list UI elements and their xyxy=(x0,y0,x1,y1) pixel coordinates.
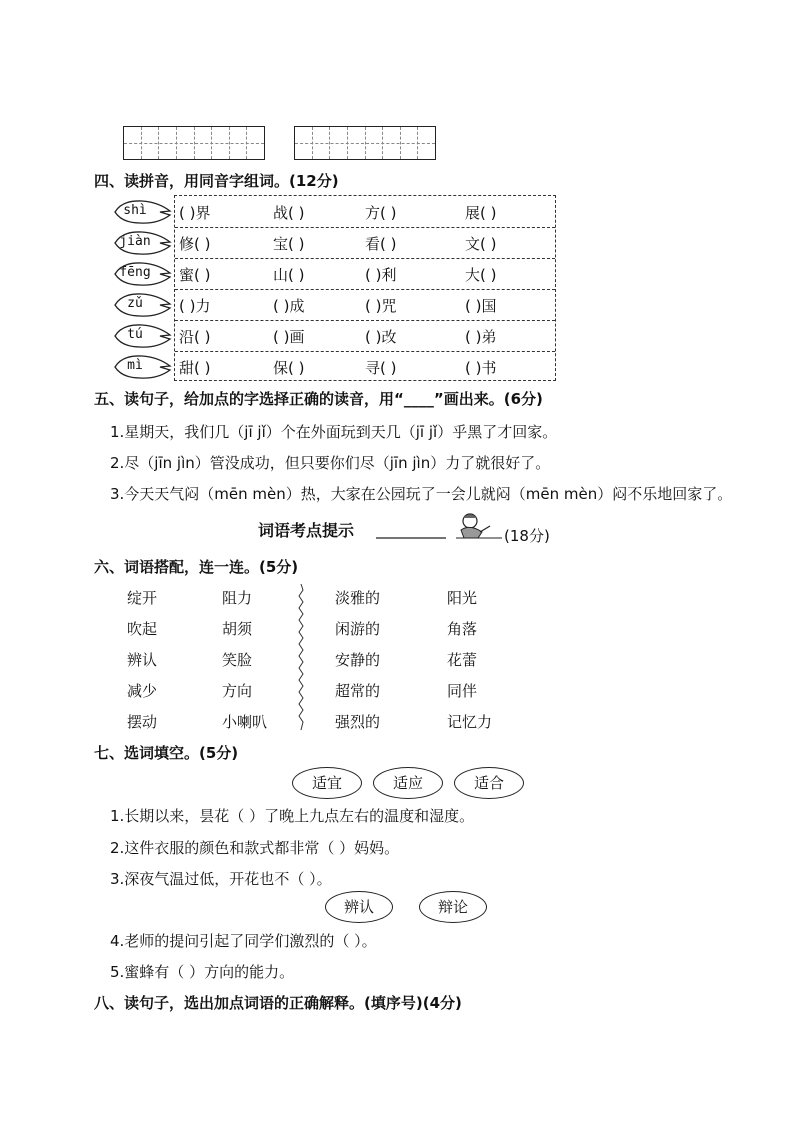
blank-cell[interactable]: ( )成 xyxy=(273,297,305,315)
word-choice-bubble: 辩论 xyxy=(419,891,487,923)
word-choice-bubble: 适合 xyxy=(454,767,524,799)
word-choice-bubble: 适应 xyxy=(373,767,443,799)
question-item: 2.这件衣服的颜色和款式都非常（ ）妈妈。 xyxy=(110,839,400,857)
question-item: 1.长期以来，昙花（ ）了晚上九点左右的温度和湿度。 xyxy=(110,807,475,825)
word-choice-bubble: 辨认 xyxy=(325,891,393,923)
section5-title: 五、读句子，给加点的字选择正确的读音，用“____”画出来。(6分) xyxy=(94,390,543,408)
pinyin-label: shì xyxy=(123,203,147,218)
pinyin-row xyxy=(175,227,555,259)
blank-cell[interactable]: 宝( ) xyxy=(273,235,305,253)
blank-cell[interactable]: 战( ) xyxy=(273,204,305,222)
match-word[interactable]: 吹起 xyxy=(127,620,158,638)
blank-cell[interactable]: ( )界 xyxy=(179,204,211,222)
blank-cell[interactable]: 山( ) xyxy=(273,266,305,284)
pinyin-label: tú xyxy=(127,327,143,342)
pinyin-row xyxy=(175,351,555,382)
blank-cell[interactable]: ( )书 xyxy=(465,359,497,377)
banner-score: (18分) xyxy=(504,527,550,545)
pinyin-label: jiàn xyxy=(119,234,151,249)
blank-cell[interactable]: 保( ) xyxy=(273,359,305,377)
blank-cell[interactable]: ( )国 xyxy=(465,297,497,315)
match-word[interactable]: 方向 xyxy=(222,682,253,700)
match-word[interactable]: 阳光 xyxy=(447,589,478,607)
match-word[interactable]: 胡须 xyxy=(222,620,253,638)
pinyin-row xyxy=(175,258,555,290)
blank-cell[interactable]: 修( ) xyxy=(179,235,211,253)
pinyin-label: zǔ xyxy=(127,296,143,311)
match-word[interactable]: 记忆力 xyxy=(447,713,493,731)
writing-grid-2 xyxy=(294,126,436,160)
question-item: 3.今天天气闷（mēn mèn）热，大家在公园玩了一会儿就闷（mēn mèn）闷不乐地回家了。 xyxy=(110,485,733,503)
pinyin-row xyxy=(175,289,555,321)
match-word[interactable]: 阻力 xyxy=(222,589,253,607)
blank-cell[interactable]: 沿( ) xyxy=(179,328,211,346)
writing-grid-1 xyxy=(123,126,265,160)
pinyin-row xyxy=(175,320,555,352)
question-item: 4.老师的提问引起了同学们激烈的（ ）。 xyxy=(110,932,377,950)
blank-cell[interactable]: 看( ) xyxy=(365,235,397,253)
blank-cell[interactable]: 大( ) xyxy=(465,266,497,284)
match-word[interactable]: 淡雅的 xyxy=(335,589,381,607)
match-word[interactable]: 减少 xyxy=(127,682,158,700)
section6-title: 六、词语搭配，连一连。(5分) xyxy=(94,558,299,576)
leaf-icon xyxy=(112,199,172,225)
leaf-icon xyxy=(112,261,172,287)
question-item: 1.星期天，我们几（jī jǐ）个在外面玩到天几（jī jǐ）乎黑了才回家。 xyxy=(110,423,558,441)
blank-cell[interactable]: 蜜( ) xyxy=(179,266,211,284)
match-word[interactable]: 同伴 xyxy=(447,682,478,700)
word-choice-bubble: 适宜 xyxy=(292,767,362,799)
blank-cell[interactable]: 寻( ) xyxy=(365,359,397,377)
blank-cell[interactable]: ( )利 xyxy=(365,266,397,284)
blank-cell[interactable]: 展( ) xyxy=(465,204,497,222)
blank-cell[interactable]: ( )改 xyxy=(365,328,397,346)
blank-cell[interactable]: ( )画 xyxy=(273,328,305,346)
question-item: 3.深夜气温过低，开花也不（ ）。 xyxy=(110,870,332,888)
blank-cell[interactable]: ( )咒 xyxy=(365,297,397,315)
match-word[interactable]: 超常的 xyxy=(335,682,381,700)
blank-cell[interactable]: 方( ) xyxy=(365,204,397,222)
section8-title: 八、读句子，选出加点词语的正确解释。(填序号)(4分) xyxy=(94,994,462,1012)
pinyin-label: fēng xyxy=(119,265,151,280)
blank-cell[interactable]: 甜( ) xyxy=(179,359,211,377)
blank-cell[interactable]: ( )弟 xyxy=(465,328,497,346)
match-word[interactable]: 强烈的 xyxy=(335,713,381,731)
match-word[interactable]: 笑脸 xyxy=(222,651,253,669)
cartoon-kid-icon xyxy=(452,512,494,542)
leaf-icon xyxy=(112,230,172,256)
match-word[interactable]: 摆动 xyxy=(127,713,158,731)
section4-title: 四、读拼音，用同音字组词。(12分) xyxy=(94,172,339,190)
match-word[interactable]: 小喇叭 xyxy=(222,713,268,731)
match-word[interactable]: 辨认 xyxy=(127,651,158,669)
leaf-icon xyxy=(112,292,172,318)
match-word[interactable]: 花蕾 xyxy=(447,651,478,669)
leaf-icon xyxy=(112,354,172,380)
blank-cell[interactable]: 文( ) xyxy=(465,235,497,253)
section7-title: 七、选词填空。(5分) xyxy=(94,744,239,762)
question-item: 5.蜜蜂有（ ）方向的能力。 xyxy=(110,963,295,981)
match-word[interactable]: 闲游的 xyxy=(335,620,381,638)
divider-zigzag xyxy=(296,584,308,734)
match-word[interactable]: 安静的 xyxy=(335,651,381,669)
banner-title: 词语考点提示 xyxy=(258,521,355,540)
blank-cell[interactable]: ( )力 xyxy=(179,297,211,315)
pinyin-row xyxy=(175,196,555,228)
pinyin-table xyxy=(174,195,556,381)
pinyin-label: mì xyxy=(127,358,143,373)
match-word[interactable]: 角落 xyxy=(447,620,478,638)
match-word[interactable]: 绽开 xyxy=(127,589,158,607)
leaf-icon xyxy=(112,323,172,349)
question-item: 2.尽（jīn jìn）管没成功，但只要你们尽（jīn jìn）力了就很好了。 xyxy=(110,454,551,472)
